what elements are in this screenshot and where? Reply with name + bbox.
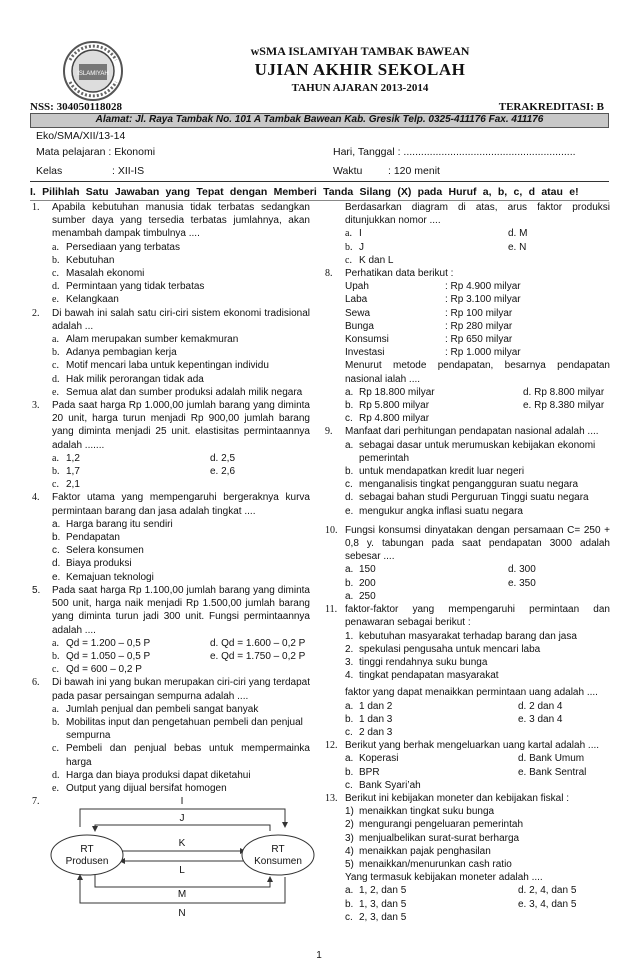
data-row: Bunga : Rp 280 milyar [345, 320, 513, 332]
exam-code: Eko/SMA/XII/13-14 [36, 130, 126, 142]
diagram-label-m: M [177, 889, 187, 900]
question-number: 9. [325, 426, 333, 438]
option-row[interactable]: a. Rp 18.800 milyar d. Rp 8.800 milyar [345, 386, 605, 398]
question-continued [325, 201, 610, 227]
question [32, 491, 310, 517]
page-number: 1 [316, 950, 322, 961]
list-item: 4. tingkat pendapatan masyarakat [345, 670, 499, 682]
option-row[interactable]: b. 1, 3, dan 5 e. 3, 4, dan 5 [345, 898, 577, 910]
question-number: 5. [32, 584, 41, 596]
question [325, 267, 610, 280]
question-text: Berikut ini kebijakan moneter dan kebijakan fiskal : [345, 792, 570, 804]
option[interactable]: c. Pembeli dan penjual bebas untuk mempermainka harga [52, 743, 310, 768]
question-number: 1. [32, 202, 40, 213]
option[interactable]: a. Alam merupakan sumber kemakmuran [52, 334, 239, 346]
option-row[interactable]: b. Rp 5.800 milyar e. Rp 8.380 milyar [345, 400, 605, 412]
school-name: wSMA ISLAMIYAH TAMBAK BAWEAN [250, 44, 470, 58]
question-text: Fungsi konsumsi dinyatakan dengan persamaan C= 250 + 0,8 y. tabungan pada saat pendapatan 3000 adalah sebesar .... [345, 524, 610, 563]
option[interactable]: d. Hak milik perorangan tidak ada [52, 373, 204, 385]
option-row[interactable]: a. Koperasi d. Bank Umum [345, 753, 585, 765]
option-row[interactable]: a. 1,2 d. 2,5 [52, 452, 236, 464]
diagram-left-1: RT [80, 844, 94, 855]
list-item: 1) menaikkan tingkat suku bunga [345, 806, 495, 818]
option[interactable]: e. Kelangkaan [52, 294, 119, 306]
option[interactable]: b. Kebutuhan [52, 254, 115, 266]
question-number: 11. [325, 604, 338, 616]
time-label: Waktu [333, 165, 363, 177]
option-row[interactable]: b. Qd = 1.050 – 0,5 P e. Qd = 1.750 – 0,2 P [52, 650, 306, 662]
question [32, 399, 310, 452]
accreditation: TERAKREDITASI: B [498, 101, 604, 113]
question-continued [325, 359, 610, 385]
question-text: Perhatikan data berikut : [345, 268, 454, 280]
option[interactable]: a. Jumlah penjual dan pembeli sangat banyak [52, 703, 259, 715]
diagram-right-2: Konsumen [254, 856, 302, 867]
option[interactable]: c. Rp 4.800 milyar [345, 413, 430, 425]
class-label: Kelas [36, 165, 63, 177]
question-number: 12. [325, 740, 338, 752]
subject: Mata pelajaran : Ekonomi [36, 146, 156, 158]
question-number: 8. [325, 268, 333, 280]
class-value: : XII-IS [112, 165, 145, 177]
question [325, 739, 610, 752]
exam-date: Hari, Tanggal : ........................................................... [333, 146, 576, 158]
instructions: I. Pilihlah Satu Jawaban yang Tepat dengan Memberi Tanda Silang (X) pada Huruf a, b, c, d atau e! [30, 186, 579, 198]
option-row[interactable]: a. Qd = 1.200 – 0,5 P d. Qd = 1.600 – 0,2 P [52, 637, 306, 649]
option[interactable]: d. Biaya produksi [52, 558, 132, 570]
option-row[interactable]: a. 1, 2, dan 5 d. 2, 4, dan 5 [345, 885, 577, 897]
diagram-left-2: Produsen [65, 856, 109, 867]
question-number: 6. [32, 677, 40, 689]
list-item: 1. kebutuhan masyarakat terhadap barang dan jasa [345, 630, 577, 642]
nss-number: NSS: 304050118028 [30, 101, 122, 113]
question-text: Faktor utama yang mempengaruhi bergeraknya kurva permintaan barang dan jasa adalah tingkat .... [52, 492, 310, 517]
option[interactable]: c. 2 dan 3 [345, 726, 393, 738]
question-number: 13. [325, 792, 338, 804]
option-row[interactable]: b. BPR e. Bank Sentral [345, 766, 587, 778]
question-text: Menurut metode pendapatan, besarnya pendapatan nasional ialah .... [345, 360, 610, 385]
option[interactable]: c. menganalisis tingkat pengangguran suatu negara [345, 479, 579, 491]
diagram-label-i: I [180, 796, 184, 807]
list-item: 3) menjualbelikan surat-surat berharga [345, 832, 520, 844]
time-value: : 120 menit [388, 165, 440, 177]
option-row[interactable]: a. 150 d. 300 [345, 564, 536, 576]
question-text: Manfaat dari perhitungan pendapatan nasional adalah .... [345, 426, 599, 438]
data-row: Laba : Rp 3.100 milyar [345, 294, 521, 306]
list-item: 2. spekulasi pengusaha untuk mencari laba [345, 643, 541, 655]
logo-text: ISLAMIYAH [77, 71, 109, 77]
list-item: 2) mengurangi pengeluaran pemerintah [345, 819, 524, 831]
question-text: faktor-faktor yang mempengaruhi permintaan dan penawaran sebagai berikut : [345, 604, 610, 629]
question-text: faktor yang dapat menaikkan permintaan uang adalah .... [345, 687, 598, 699]
option[interactable]: d. Harga dan biaya produksi dapat diketahui [52, 769, 251, 781]
question [325, 425, 610, 438]
option[interactable]: c. Masalah ekonomi [52, 268, 145, 280]
question-number: 3. [32, 400, 40, 412]
option[interactable]: a. sebagai dasar untuk merumuskan kebijakan ekonomi pemerintah [345, 439, 596, 464]
option[interactable]: c. Qd = 600 – 0,2 P [52, 664, 142, 676]
data-row: Investasi : Rp 1.000 milyar [345, 347, 521, 359]
option[interactable]: c. Selera konsumen [52, 545, 144, 557]
question [32, 307, 310, 333]
question-number: 7. [32, 796, 40, 808]
question-number: 10. [325, 524, 338, 536]
option-row[interactable]: a. 1 dan 2 d. 2 dan 4 [345, 700, 563, 712]
option[interactable]: c. Motif mencari laba untuk kepentingan individu [52, 360, 269, 372]
question-text: Berdasarkan diagram di atas, arus faktor produksi ditunjukkan nomor .... [345, 202, 610, 227]
academic-year: TAHUN AJARAN 2013-2014 [291, 82, 429, 94]
option[interactable]: b. Mobilitas input dan pengetahuan pembeli dan penjual sempurna [52, 716, 303, 742]
option-row[interactable]: b. 1,7 e. 2,6 [52, 466, 236, 478]
school-address: Alamat: Jl. Raya Tambak No. 101 A Tambak Bawean Kab. Gresik Telp. 0325-411176 Fax. 411176 [95, 114, 544, 125]
option[interactable]: c. Bank Syari’ah [345, 779, 421, 791]
option-row[interactable]: b. 200 e. 350 [345, 577, 536, 589]
list-item: 4) menaikkan pajak penghasilan [345, 845, 491, 857]
question [32, 201, 310, 241]
question-text: Pada saat harga Rp 1.000,00 jumlah barang yang diminta 20 unit, harga turun menjadi Rp 900,00 jumlah barang yang diminta menjadi 25 unit. elastisitas permintaannya adalah ....... [52, 400, 310, 451]
option[interactable]: e. Output yang dijual bersifat homogen [52, 782, 227, 794]
diagram-label-n: N [178, 908, 186, 919]
question-text: Berikut yang berhak mengeluarkan uang kartal adalah .... [345, 740, 600, 752]
question-text: Di bawah ini yang bukan merupakan ciri-ciri yang terdapat pada pasar persaingan sempurna adalah .... [52, 677, 310, 702]
divider [30, 181, 609, 182]
option[interactable]: d. Permintaan yang tidak terbatas [52, 281, 205, 293]
question [325, 524, 610, 564]
diagram-label-k: K [178, 838, 186, 849]
question-text: Yang termasuk kebijakan moneter adalah .... [345, 872, 543, 884]
question [325, 603, 610, 629]
question [325, 792, 610, 805]
option[interactable]: b. Pendapatan [52, 532, 120, 544]
data-row: Upah : Rp 4.900 milyar [345, 281, 521, 293]
option-row[interactable]: b. J e. N [345, 241, 527, 253]
option[interactable]: c. K dan L [345, 254, 394, 266]
option-row[interactable]: b. 1 dan 3 e. 3 dan 4 [345, 713, 563, 725]
option[interactable]: a. 250 [345, 590, 376, 602]
option[interactable]: d. sebagai bahan studi Perguruan Tinggi suatu negara [345, 492, 589, 504]
question-continued [325, 871, 610, 884]
option[interactable]: e. Semua alat dan sumber produksi adalah milik negara [52, 386, 303, 398]
question [32, 676, 310, 702]
option[interactable]: c. 2, 3, dan 5 [345, 911, 407, 923]
question [32, 584, 310, 637]
option[interactable]: e. mengukur angka inflasi suatu negara [345, 505, 523, 517]
right-column [325, 201, 610, 924]
option[interactable]: c. 2,1 [52, 479, 80, 491]
option[interactable]: b. Adanya pembagian kerja [52, 347, 177, 359]
diagram-label-l: L [179, 865, 185, 876]
list-item: 5) menaikkan/menurunkan cash ratio [345, 858, 512, 870]
question-text: Apabila kebutuhan manusia tidak terbatas sedangkan sumber daya yang tersedia terbatas jumlahnya, akan menambah dampak timbulnya .... [52, 202, 310, 240]
question-number: 4. [32, 492, 40, 504]
question-number: 2. [32, 307, 40, 319]
circular-flow-diagram [50, 795, 315, 920]
option[interactable]: a. Harga barang itu sendiri [52, 518, 173, 530]
question-text: Di bawah ini salah satu ciri-ciri sistem ekonomi tradisional adalah ... [52, 307, 310, 332]
exam-title: UJIAN AKHIR SEKOLAH [254, 60, 466, 79]
school-logo [62, 40, 124, 102]
question-continued [325, 686, 610, 699]
diagram-label-j: J [179, 813, 185, 824]
option[interactable]: e. Kemajuan teknologi [52, 571, 154, 583]
option-row[interactable]: a. I d. M [345, 228, 528, 240]
left-column [32, 201, 310, 808]
list-item: 3. tinggi rendahnya suku bunga [345, 656, 488, 668]
data-row: Sewa : Rp 100 milyar [345, 307, 513, 319]
option[interactable]: b. untuk mendapatkan kredit luar negeri [345, 466, 525, 478]
data-row: Konsumsi : Rp 650 milyar [345, 334, 513, 346]
question-text: Pada saat harga Rp 1.100,00 jumlah barang yang diminta 500 unit, harga naik menjadi Rp 1.500,00 jumlah barang yang diminta turun jadi 300 unit. Fungsi permintaannya adalah .... [52, 584, 310, 636]
option[interactable]: a. Persediaan yang terbatas [52, 241, 180, 253]
diagram-right-1: RT [271, 844, 285, 855]
